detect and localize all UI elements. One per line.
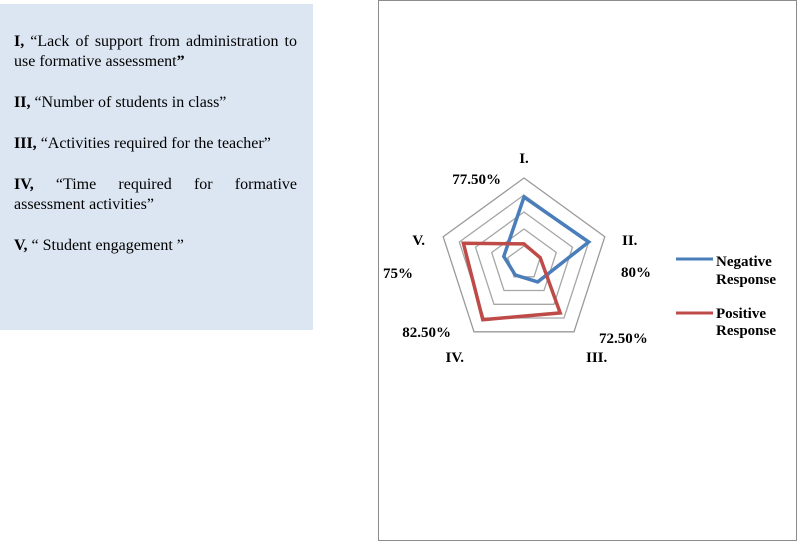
- legend-label-positive-line2: Response: [716, 323, 777, 339]
- category-label: II.: [622, 233, 638, 249]
- series-negative-response: [504, 197, 589, 282]
- category-key-item-2: [14, 93, 297, 113]
- value-label: 82.50%: [402, 325, 451, 341]
- legend-label-positive-line1: Positive: [716, 306, 766, 322]
- value-labels: [383, 172, 651, 347]
- radar-chart: [379, 1, 796, 540]
- category-code: III,: [14, 135, 37, 152]
- category-closing-quote: ”: [176, 53, 185, 70]
- category-key-item-4: [14, 175, 297, 215]
- category-code: V,: [14, 237, 28, 254]
- category-code: II,: [14, 94, 31, 111]
- category-code: I,: [14, 33, 25, 50]
- value-label: 72.50%: [599, 331, 648, 347]
- category-label: I.: [519, 151, 529, 167]
- category-key-panel: [0, 4, 313, 330]
- legend-label-negative-line1: Negative: [716, 254, 772, 270]
- legend-label-negative-line2: Response: [716, 272, 777, 288]
- category-key-item-5: [14, 236, 297, 256]
- category-description: “Time required for formative assessment activities”: [14, 176, 297, 213]
- value-label: 80%: [621, 265, 651, 281]
- category-code: IV,: [14, 176, 34, 193]
- category-description: “Activities required for the teacher”: [40, 135, 271, 152]
- value-label: 77.50%: [452, 172, 501, 188]
- category-key-item-1: [14, 32, 297, 72]
- category-key-item-3: [14, 134, 297, 154]
- category-label: V.: [412, 233, 425, 249]
- category-description: “ Student engagement ”: [31, 237, 184, 254]
- category-label: III.: [586, 350, 608, 366]
- series-legend: [676, 254, 776, 339]
- radar-gridline: [492, 229, 557, 291]
- category-label: IV.: [445, 350, 464, 366]
- value-label: 75%: [383, 266, 413, 282]
- chart-frame: [378, 0, 797, 541]
- category-description: “Number of students in class”: [34, 94, 227, 111]
- category-description: “Lack of support from administration to use formative assessment: [14, 33, 297, 70]
